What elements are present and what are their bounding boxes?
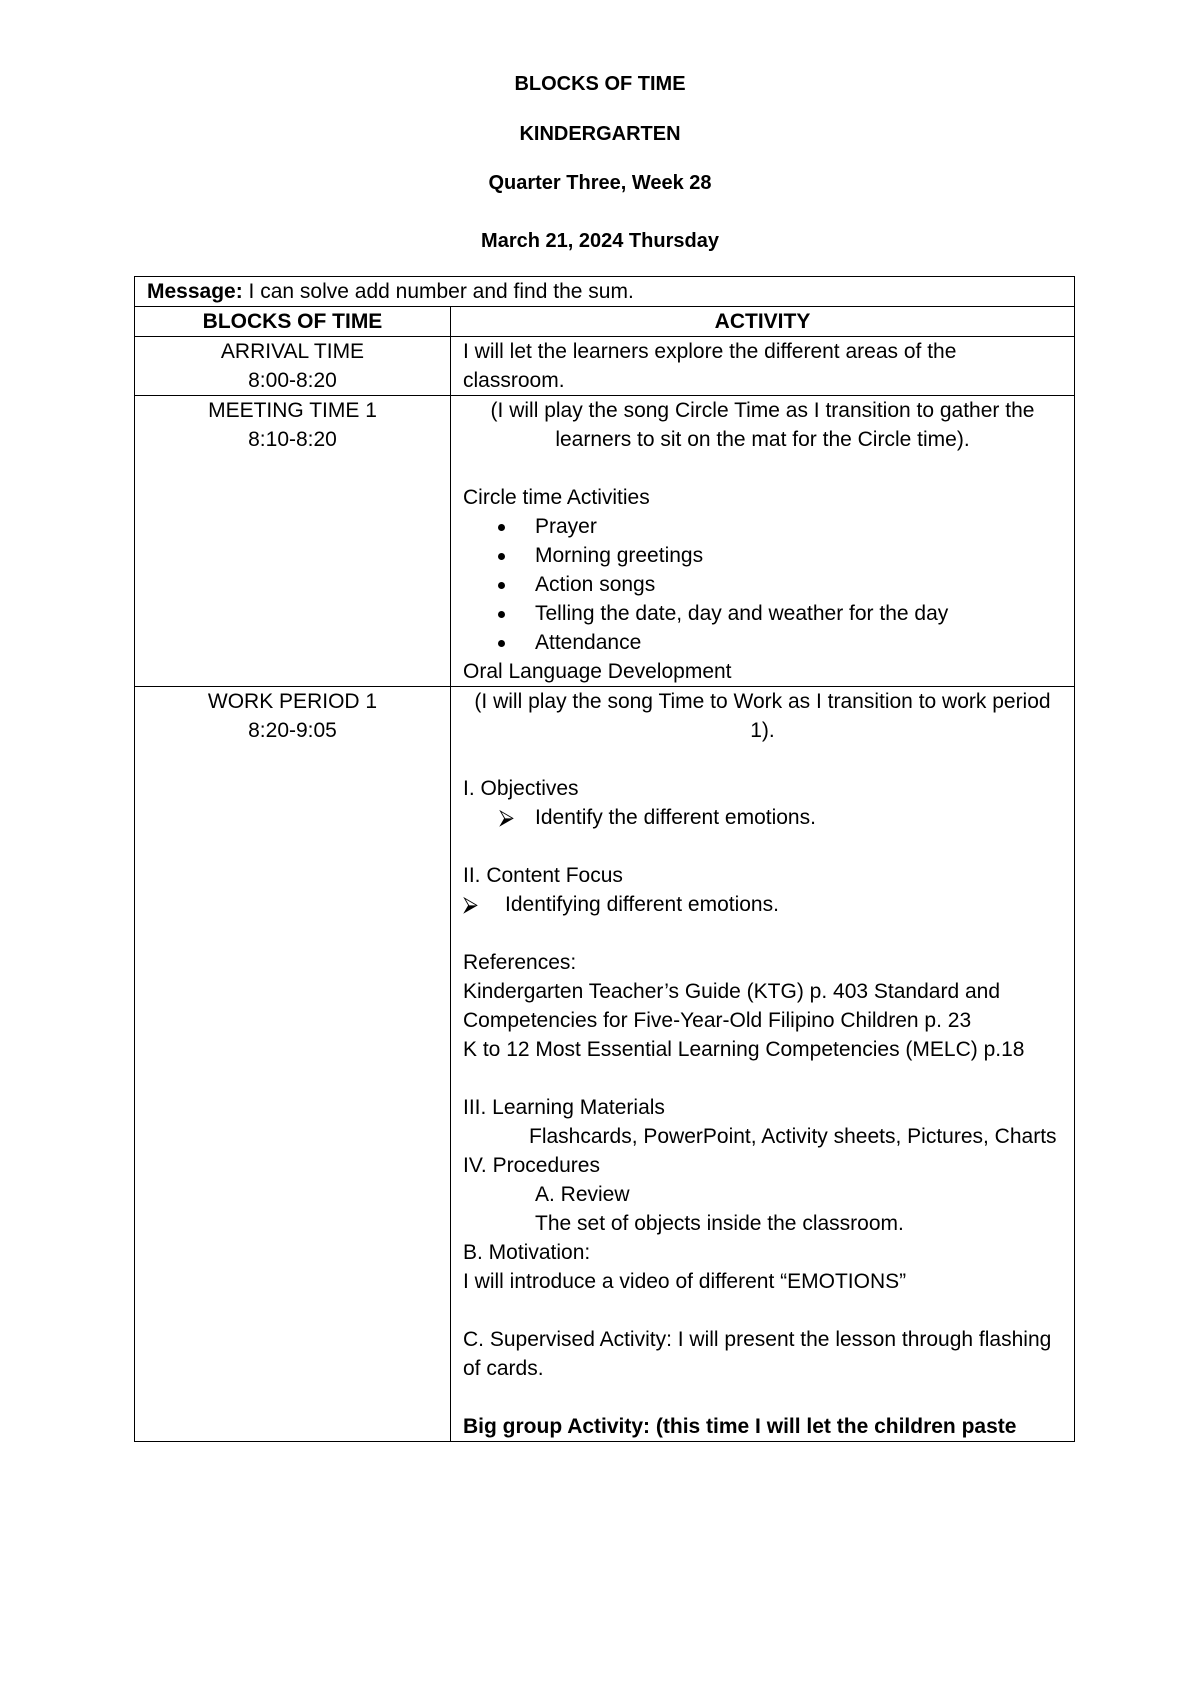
review-text: The set of objects inside the classroom. <box>535 1212 904 1235</box>
content-focus-title: II. Content Focus <box>463 864 623 887</box>
bullet-icon <box>498 553 505 560</box>
message-label: Message: <box>147 280 243 303</box>
list-item: Prayer <box>463 512 1062 541</box>
grade-level: KINDERGARTEN <box>519 123 681 145</box>
table-row <box>135 396 1075 687</box>
reference-ktg: Kindergarten Teacher’s Guide (KTG) p. 403 Standard and Competencies for Five-Year-Old Filipino Children p. 23 <box>463 980 1000 1032</box>
procedures-title: IV. Procedures <box>463 1154 600 1177</box>
activity-cell <box>451 337 1075 396</box>
activity-text: I will let the learners explore the different areas of the classroom. <box>463 340 957 392</box>
block-name: ARRIVAL TIME <box>220 340 365 363</box>
list-item: Action songs <box>463 570 1062 599</box>
header-row <box>135 307 1075 337</box>
bullet-icon <box>498 582 505 589</box>
block-time: 8:20-9:05 <box>248 719 337 742</box>
message-row <box>135 277 1075 307</box>
table-row <box>135 337 1075 396</box>
bullet-icon <box>498 611 505 618</box>
block-time: 8:10-8:20 <box>248 428 337 451</box>
list-item: Morning greetings <box>463 541 1062 570</box>
references-title: References: <box>463 951 577 974</box>
arrow-bullet-icon: ⮚ <box>463 893 478 916</box>
supervised-activity: C. Supervised Activity: I will present the lesson through flashing of cards. <box>463 1328 1052 1380</box>
block-cell <box>135 337 451 396</box>
closing-text: Oral Language Development <box>463 660 732 683</box>
schedule-table <box>134 276 1075 1442</box>
block-name: WORK PERIOD 1 <box>207 690 378 713</box>
message-cell <box>135 277 1075 307</box>
bullet-icon <box>498 640 505 647</box>
list-item: Attendance <box>463 628 1062 657</box>
list-title: Circle time Activities <box>463 486 650 509</box>
content-focus-item: ⮚ Identifying different emotions. <box>463 890 1062 919</box>
motivation-text: I will introduce a video of different “EMOTIONS” <box>463 1270 907 1293</box>
message-text: I can solve add number and find the sum. <box>242 280 634 303</box>
big-group-activity: Big group Activity: (this time I will let the children paste <box>463 1415 1017 1438</box>
materials-list: Flashcards, PowerPoint, Activity sheets, Pictures, Charts <box>529 1125 1057 1148</box>
transition-note: (I will play the song Circle Time as I transition to gather the learners to sit on the mat for the Circle time). <box>490 399 1035 451</box>
objective-item: ⮚ Identify the different emotions. <box>463 803 1062 832</box>
materials-title: III. Learning Materials <box>463 1096 665 1119</box>
block-name: MEETING TIME 1 <box>208 399 377 422</box>
col-header-blocks: BLOCKS OF TIME <box>135 307 451 337</box>
activity-cell <box>451 687 1075 1442</box>
lesson-date: March 21, 2024 Thursday <box>481 230 719 252</box>
objectives-title: I. Objectives <box>463 777 579 800</box>
list-item: Telling the date, day and weather for the day <box>463 599 1062 628</box>
transition-note: (I will play the song Time to Work as I transition to work period 1). <box>474 690 1051 742</box>
quarter-week: Quarter Three, Week 28 <box>488 172 712 194</box>
col-header-activity: ACTIVITY <box>451 307 1075 337</box>
motivation-title: B. Motivation: <box>463 1241 591 1264</box>
document-title: BLOCKS OF TIME <box>514 73 686 95</box>
block-time: 8:00-8:20 <box>248 369 337 392</box>
activity-cell <box>451 396 1075 687</box>
table-row <box>135 687 1075 1442</box>
block-cell <box>135 687 451 1442</box>
review-title: A. Review <box>535 1183 630 1206</box>
arrow-bullet-icon: ⮚ <box>499 806 514 829</box>
block-cell <box>135 396 451 687</box>
reference-melc: K to 12 Most Essential Learning Competencies (MELC) p.18 <box>463 1038 1025 1061</box>
bullet-icon <box>498 524 505 531</box>
